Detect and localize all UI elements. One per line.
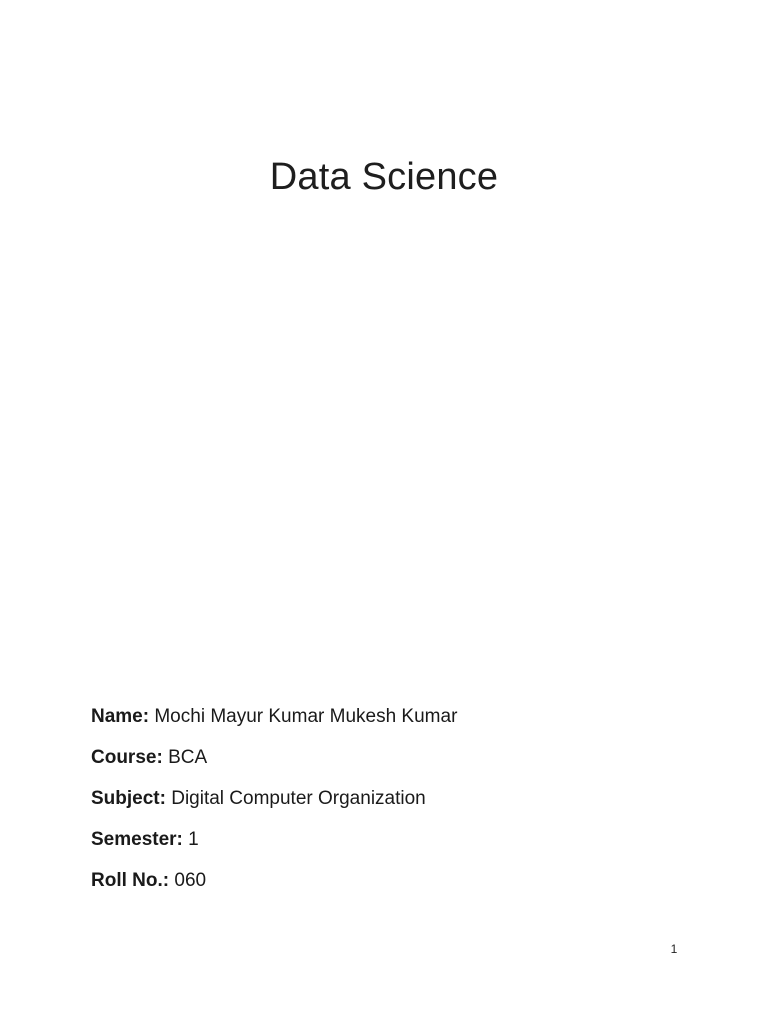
roll-number-value: 060: [174, 870, 207, 891]
name-value: Mochi Mayur Kumar Mukesh Kumar: [154, 706, 458, 727]
detail-row-name: [91, 702, 651, 743]
semester-value: 1: [188, 829, 199, 850]
detail-row-semester: [91, 825, 651, 866]
page-number: 1: [670, 942, 678, 956]
course-value: BCA: [168, 747, 208, 768]
student-details: [91, 702, 651, 907]
detail-row-roll-number: [91, 866, 651, 907]
document-title: Data Science: [269, 156, 499, 198]
course-label: Course:: [91, 747, 169, 768]
detail-row-subject: [91, 784, 651, 825]
detail-row-course: [91, 743, 651, 784]
roll-number-label: Roll No.:: [91, 870, 175, 891]
name-label: Name:: [91, 706, 155, 727]
subject-label: Subject:: [91, 788, 172, 809]
semester-label: Semester:: [91, 829, 189, 850]
subject-value: Digital Computer Organization: [171, 788, 426, 809]
